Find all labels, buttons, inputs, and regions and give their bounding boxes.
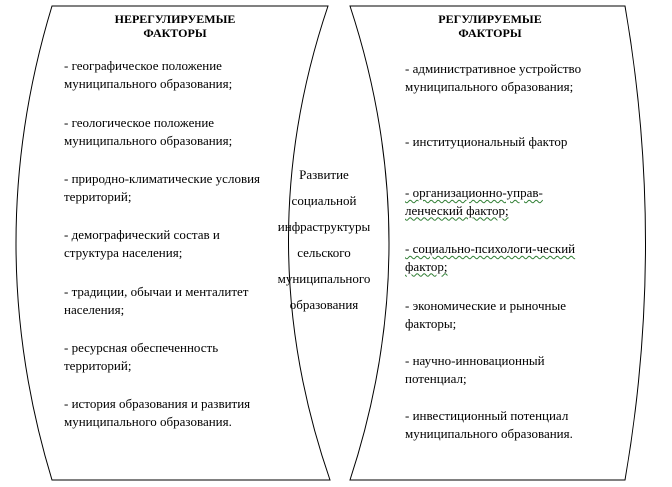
- right-item-economic: - экономические и рыночные факторы;: [405, 298, 566, 331]
- right-panel-title: [410, 12, 570, 40]
- center-line-1: Развитие: [299, 167, 349, 182]
- left-title-line2: ФАКТОРЫ: [143, 26, 207, 40]
- center-line-2: социальной: [291, 193, 357, 208]
- left-item-geology: - геологическое положение муниципального образования;: [64, 115, 233, 148]
- right-item-innovation: - научно-инновационный потенциал;: [405, 353, 545, 386]
- left-item-traditions: - традиции, обычаи и менталитет населения;: [64, 284, 249, 317]
- right-title-line1: РЕГУЛИРУЕМЫЕ: [438, 12, 542, 26]
- left-item-history: - история образования и развития муниципального образования.: [64, 396, 251, 429]
- right-title-line2: ФАКТОРЫ: [458, 26, 522, 40]
- center-text: [264, 162, 384, 318]
- right-item-social-psych: - социально-психологи-ческий фактор;: [405, 241, 576, 274]
- left-item-resources: - ресурсная обеспеченность территорий;: [64, 340, 219, 373]
- right-item-investment: - инвестиционный потенциал муниципального образования.: [405, 408, 573, 441]
- right-item-organizational: - организационно-управ-ленческий фактор;: [405, 185, 543, 218]
- left-item-geo: - географическое положение муниципального образования;: [64, 58, 233, 91]
- right-item-admin: - административное устройство муниципального образования;: [405, 61, 582, 94]
- left-title-line1: НЕРЕГУЛИРУЕМЫЕ: [114, 12, 236, 26]
- left-item-climate: - природно-климатические условия территорий;: [64, 171, 261, 204]
- center-line-5: муниципального: [277, 271, 371, 286]
- center-line-4: сельского: [297, 245, 351, 260]
- left-panel-title: [95, 12, 255, 40]
- right-item-institutional: - институциональный фактор: [405, 134, 568, 149]
- center-line-6: образования: [289, 297, 359, 312]
- left-item-demography: - демографический состав и структура населения;: [64, 227, 220, 260]
- center-line-3: инфраструктуры: [277, 219, 371, 234]
